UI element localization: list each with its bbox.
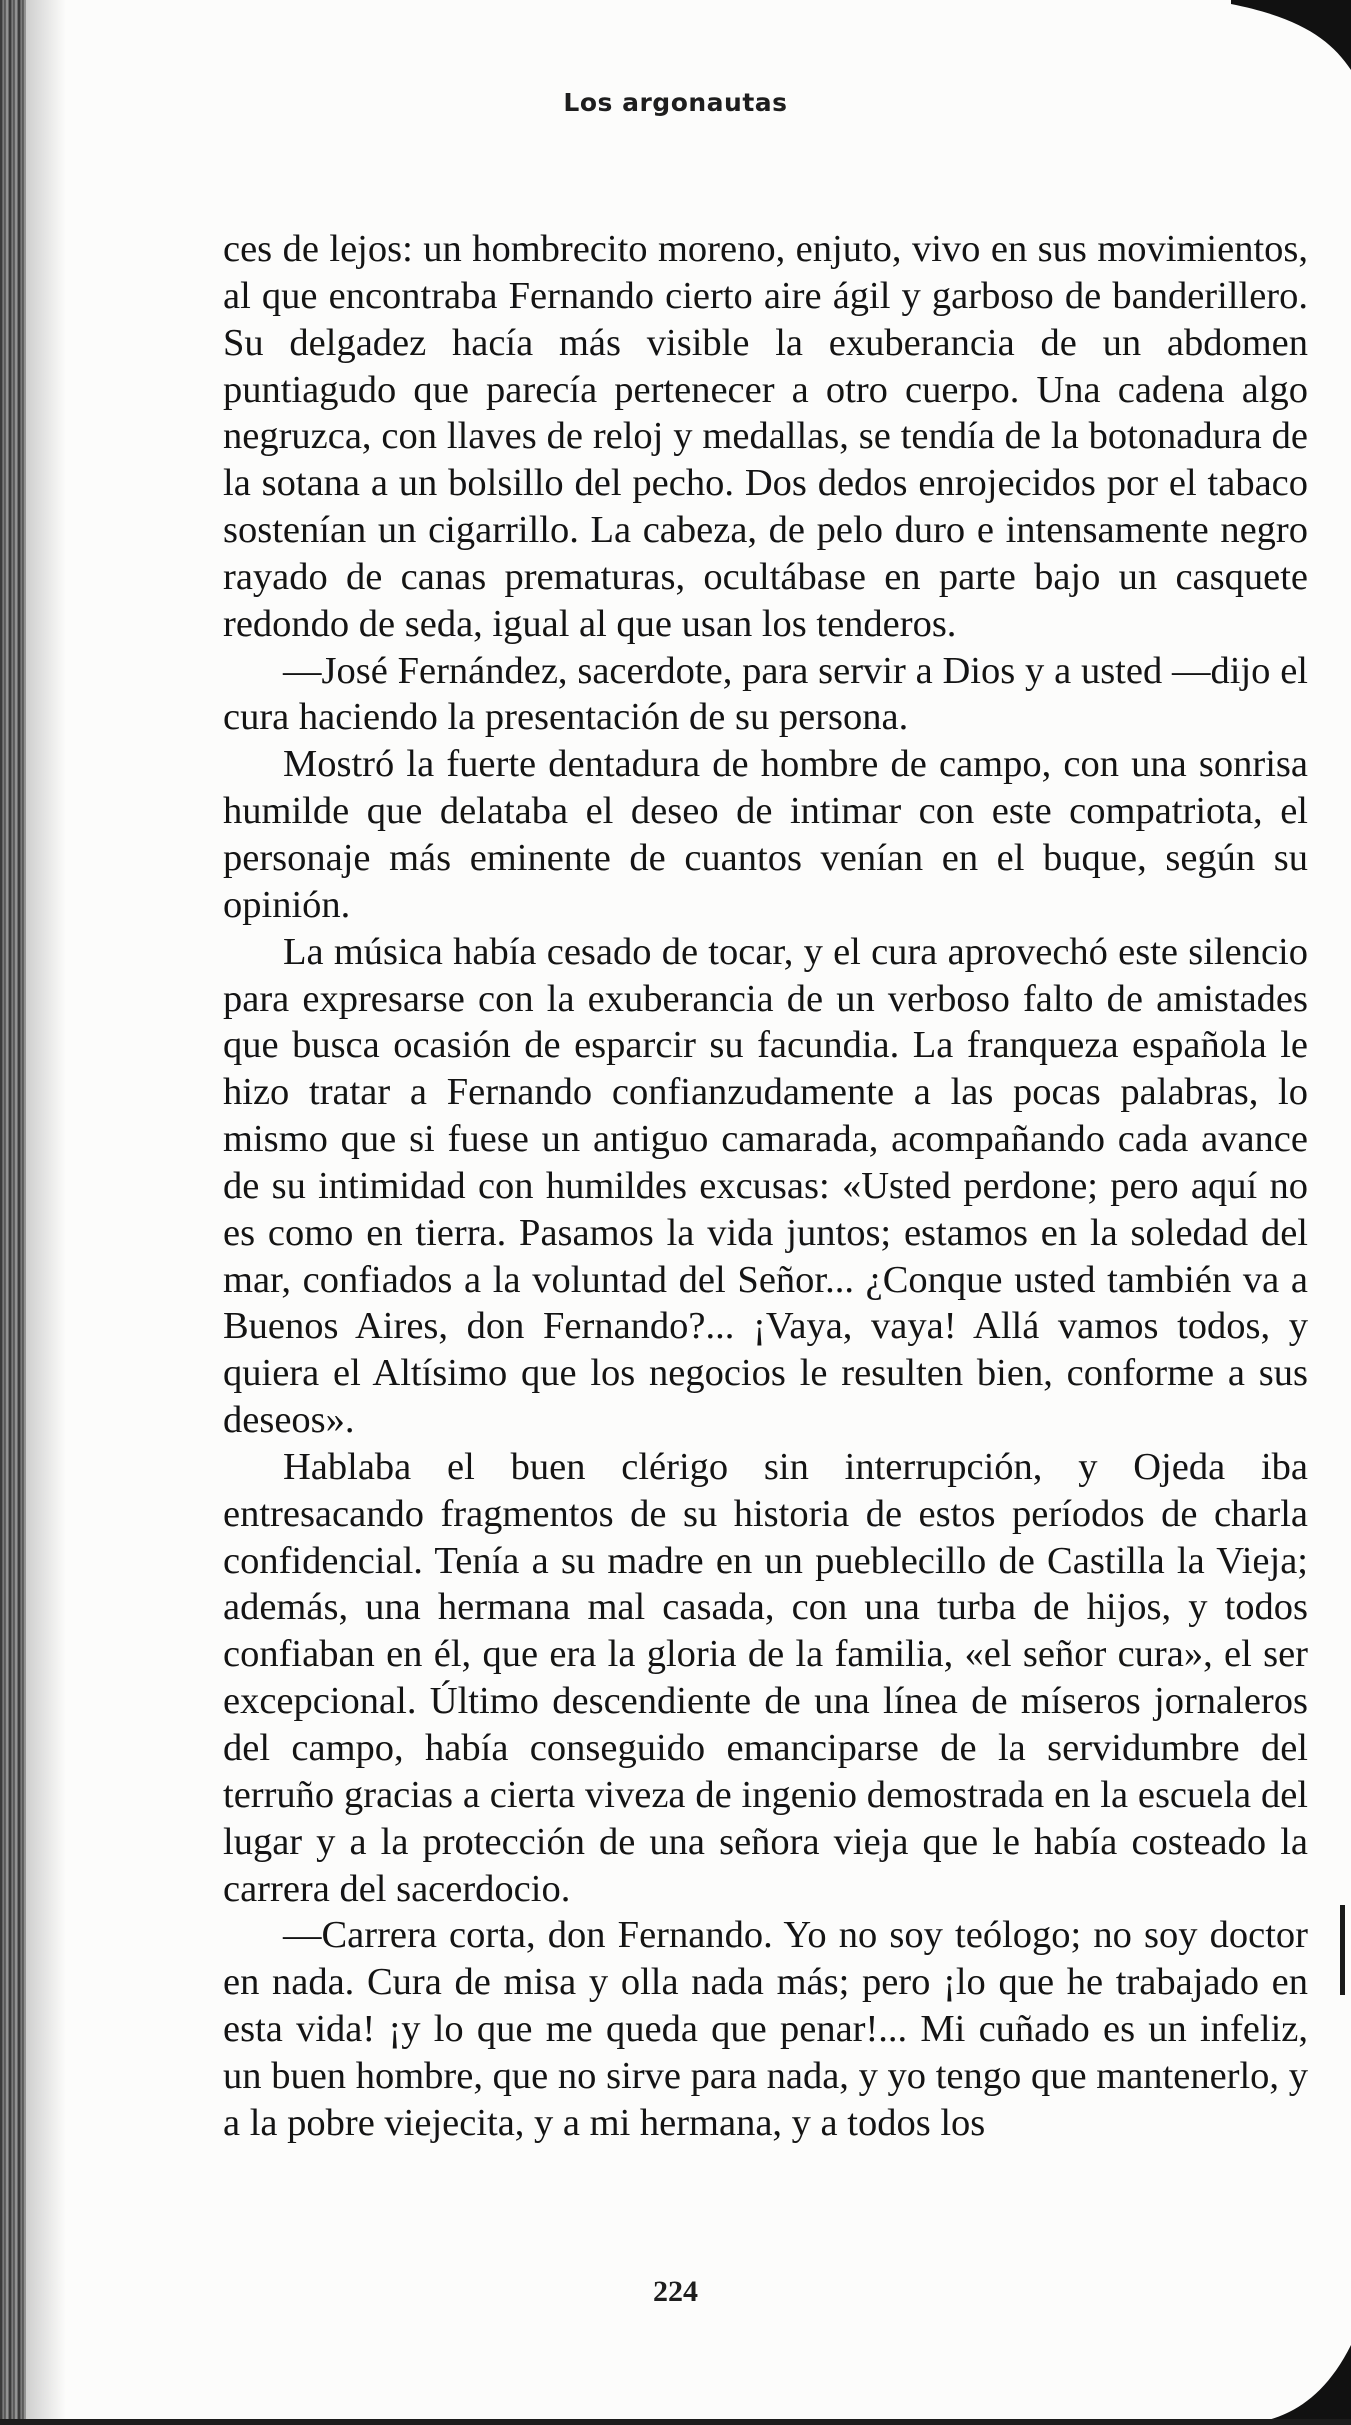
binding-shadow bbox=[0, 0, 26, 2425]
paragraph-6: —Carrera corta, don Fernando. Yo no soy teólogo; no soy doctor en nada. Cura de misa y olla nada más; pero ¡lo que he trabajado en esta vida! ¡y lo que me queda que penar!... Mi cuñado es un infeliz, un buen hombre, que no sirve para nada, y yo tengo que mantenerlo, y a la pobre viejecita, y a mi hermana, y a todos los bbox=[223, 1914, 1308, 2144]
page-corner-curl-bottom bbox=[1241, 2345, 1351, 2425]
bottom-edge bbox=[0, 2419, 1351, 2425]
paragraph-1: ces de lejos: un hombrecito moreno, enjuto, vivo en sus movimientos, al que encontraba Fernando cierto aire ágil y garboso de banderillero. Su delgadez hacía más visible la exuberancia de un abdomen puntiagudo que parecía pertenecer a otro cuerpo. Una cadena algo negruzca, con llaves de reloj y medallas, se tendía de la botonadura de la sotana a un bolsillo del pecho. Dos dedos enrojecidos por el tabaco sostenían un cigarrillo. La cabeza, de pelo duro e intensamente negro rayado de canas prematuras, ocultábase en parte bajo un casquete redondo de seda, igual al que usan los tenderos. bbox=[223, 228, 1308, 645]
margin-mark bbox=[1340, 1905, 1345, 1995]
page-corner-curl-top bbox=[1231, 0, 1351, 70]
paragraph-4: La música había cesado de tocar, y el cura aprovechó este silencio para expresarse con la exuberancia de un verboso falto de amistades que busca ocasión de esparcir su facundia. La franqueza española le hizo tratar a Fernando confianzudamente a las pocas palabras, lo mismo que si fuese un antiguo camarada, acompañando cada avance de su intimidad con humildes excusas: «Usted perdone; pero aquí no es como en tierra. Pasamos la vida juntos; estamos en la soledad del mar, confiados a la voluntad del Señor... ¿Conque usted también va a Buenos Aires, don Fernando?... ¡Vaya, vaya! Allá vamos todos, y quiera el Altísimo que los negocios le resulten bien, conforme a sus deseos». bbox=[223, 930, 1308, 1442]
paragraph-5: Hablaba el buen clérigo sin interrupción, y Ojeda iba entresacando fragmentos de su historia de estos períodos de charla confidencial. Tenía a su madre en un pueblecillo de Castilla la Vieja; además, una hermana mal casada, con una turba de hijos, y todos confiaban en él, que era la gloria de la familia, «el señor cura», el ser excepcional. Último descendiente de una línea de míseros jornaleros del campo, había conseguido emanciparse de la servidumbre del terruño gracias a cierta viveza de ingenio demostrada en la escuela del lugar y a la protección de una señora vieja que le había costeado la carrera del sacerdocio. bbox=[223, 1445, 1308, 1910]
running-header: Los argonautas bbox=[563, 88, 788, 117]
body-text bbox=[223, 226, 1308, 2147]
binding-fade bbox=[26, 0, 66, 2425]
paragraph-3: Mostró la fuerte dentadura de hombre de campo, con una sonrisa humilde que delataba el deseo de intimar con este compatriota, el personaje más eminente de cuantos venían en el buque, según su opinión. bbox=[223, 743, 1308, 926]
page-number: 224 bbox=[653, 2275, 698, 2308]
paragraph-2: —José Fernández, sacerdote, para servir a Dios y a usted —dijo el cura haciendo la presentación de su persona. bbox=[223, 649, 1308, 739]
